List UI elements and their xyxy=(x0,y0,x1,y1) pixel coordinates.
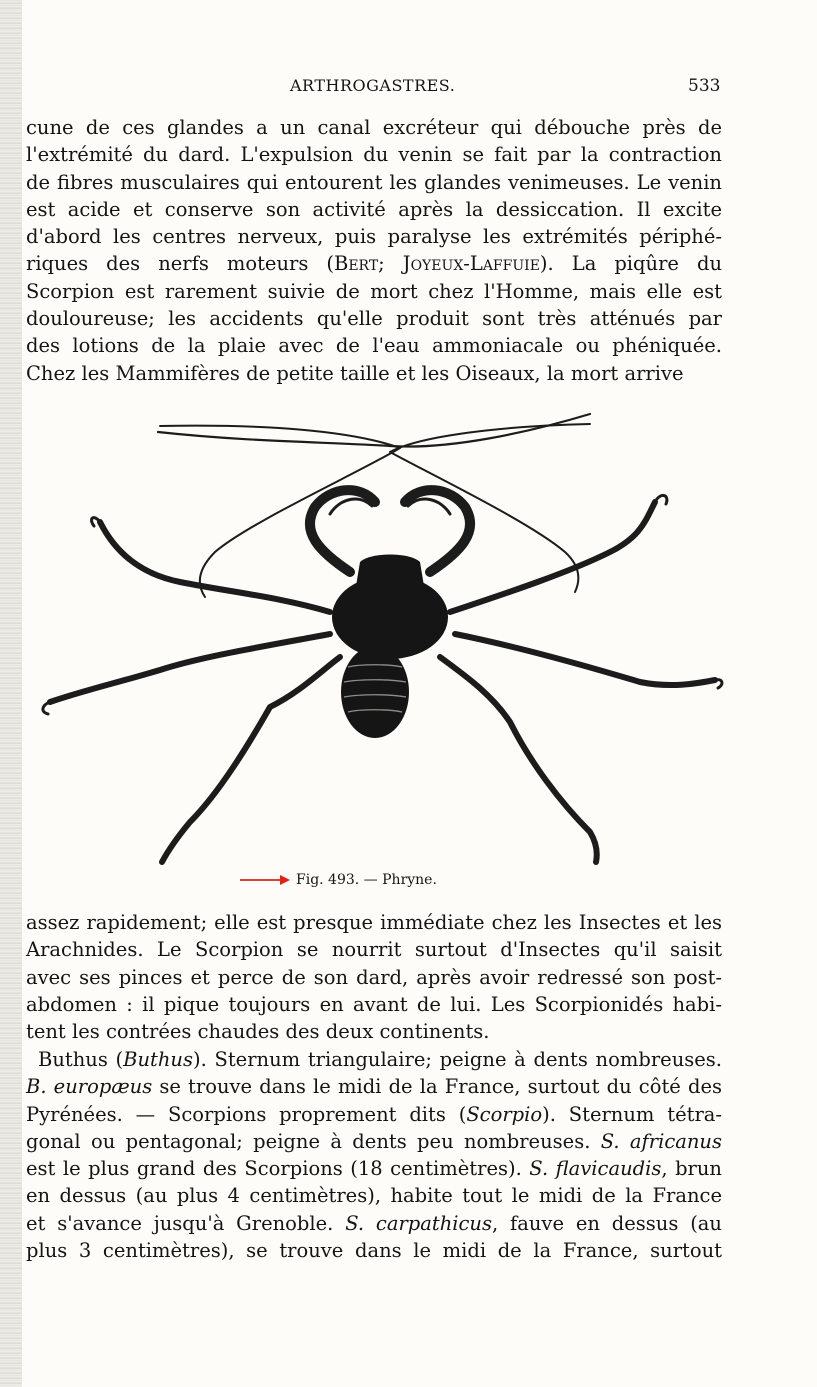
text-line: en dessus (au plus 4 centimètres), habite tout le midi de la France xyxy=(26,1184,722,1208)
figure-caption: Fig. 493. — Phryne. xyxy=(296,872,437,888)
text-line: de fibres musculaires qui entourent les glandes venimeuses. Le venin xyxy=(26,170,722,194)
text-fragment: est le plus grand des Scorpions (18 centimètres). xyxy=(26,1157,530,1181)
species-name: B. europæus xyxy=(26,1075,153,1099)
species-name: S. carpathicus xyxy=(345,1211,492,1235)
species-name: S. africanus xyxy=(600,1129,722,1153)
text-fragment: , fauve en dessus (au xyxy=(492,1211,722,1235)
author-citation: Joyeux-Laffuie xyxy=(402,252,540,276)
text-line: Scorpion est rarement suivie de mort chez l'Homme, mais elle est xyxy=(26,279,722,303)
text-line xyxy=(26,1101,722,1128)
text-line: d'abord les centres nerveux, puis paralyse les extrémités périphé- xyxy=(26,225,722,249)
text-line xyxy=(26,1210,722,1237)
text-line: Chez les Mammifères de petite taille et les Oiseaux, la mort arrive xyxy=(26,361,684,385)
page-number: 533 xyxy=(688,76,721,96)
text-fragment: ). Sternum tétra- xyxy=(542,1102,722,1126)
text-line: l'extrémité du dard. L'expulsion du venin se fait par la contraction xyxy=(26,143,722,167)
phryne-drawing xyxy=(30,402,730,872)
genus-name: Buthus xyxy=(123,1048,193,1071)
genus-name: Scorpio xyxy=(466,1102,543,1126)
text-line: avec ses pinces et perce de son dard, après avoir redressé son post- xyxy=(26,965,722,989)
text-line: plus 3 centimètres), se trouve dans le midi de la France, surtout xyxy=(26,1239,722,1263)
text-fragment: gonal ou pentagonal; peigne à dents peu nombreuses. xyxy=(26,1129,601,1153)
text-fragment: , brun xyxy=(661,1157,722,1181)
text-line: tent les contrées chaudes des deux continents. xyxy=(26,1020,490,1044)
text-fragment: riques des nerfs moteurs ( xyxy=(26,252,334,276)
text-fragment: Pyrénées. — Scorpions proprement dits ( xyxy=(26,1102,467,1126)
text-line: abdomen : il pique toujours en avant de lui. Les Scorpionidés habi- xyxy=(26,992,722,1016)
buthus-paragraph xyxy=(26,1046,722,1264)
annotation-arrow-icon xyxy=(240,874,290,886)
scan-binding-edge xyxy=(0,0,22,1387)
text-fragment: et s'avance jusqu'à Grenoble. xyxy=(26,1211,346,1235)
text-line: cune de ces glandes a un canal excréteur qui débouche près de xyxy=(26,116,722,139)
text-line: des lotions de la plaie avec de l'eau ammoniacale ou phéniquée. xyxy=(26,334,722,358)
text-fragment: ). La piqûre du xyxy=(539,252,723,276)
author-citation: Bert xyxy=(333,252,379,276)
top-paragraph xyxy=(26,114,722,387)
page-header xyxy=(0,76,817,100)
phryne-illustration xyxy=(30,402,730,872)
text-line xyxy=(26,1073,722,1100)
text-line xyxy=(26,1155,722,1182)
text-line xyxy=(26,1046,722,1073)
bottom-paragraph xyxy=(26,909,722,1045)
text-line: est acide et conserve son activité après la dessiccation. Il excite xyxy=(26,197,722,221)
text-line: assez rapidement; elle est presque immédiate chez les Insectes et les xyxy=(26,911,722,934)
figure-caption-row xyxy=(240,872,540,892)
species-name: S. flavicaudis xyxy=(529,1157,662,1181)
text-fragment: ; xyxy=(378,252,403,276)
text-line: douloureuse; les accidents qu'elle produit sont très atténués par xyxy=(26,307,722,331)
text-line: Arachnides. Le Scorpion se nourrit surtout d'Insectes qu'il saisit xyxy=(26,938,722,962)
text-line xyxy=(26,1128,722,1155)
running-title: ARTHROGASTRES. xyxy=(290,76,456,95)
text-fragment: se trouve dans le midi de la France, surtout du côté des xyxy=(152,1075,723,1099)
text-fragment: Buthus ( xyxy=(38,1048,124,1071)
text-line-with-authors xyxy=(26,250,722,277)
text-fragment: ). Sternum triangulaire; peigne à dents nombreuses. xyxy=(193,1048,723,1071)
